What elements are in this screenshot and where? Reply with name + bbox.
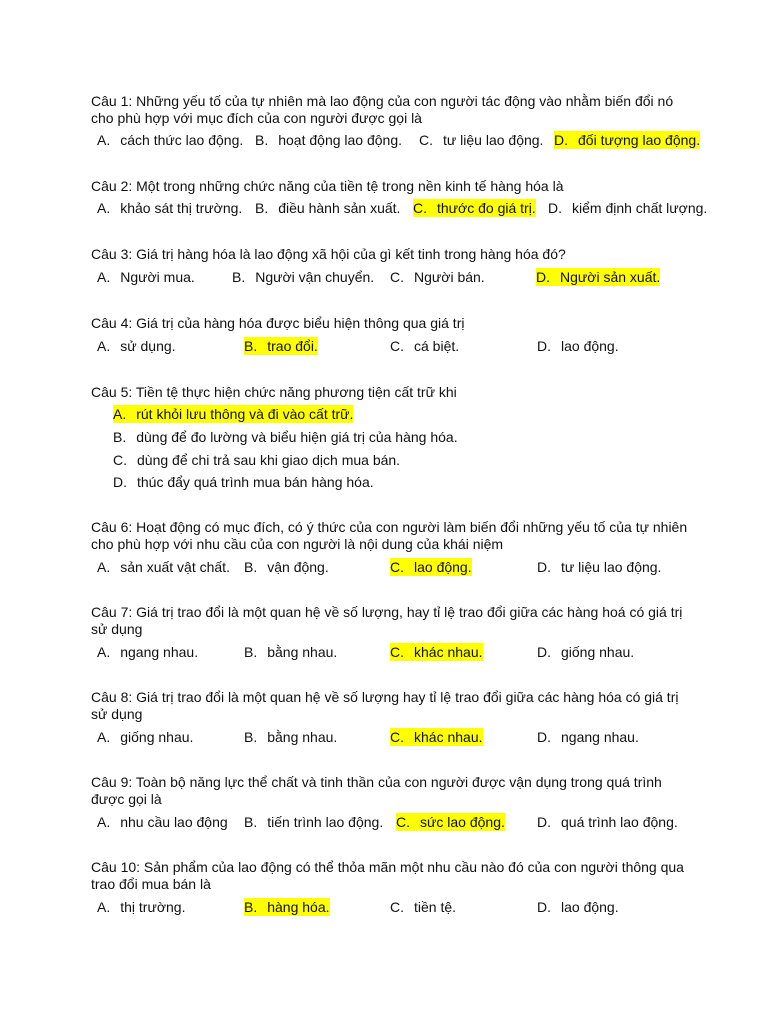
option-9a: A. nhu cầu lao động xyxy=(97,814,228,830)
option-1a: A. cách thức lao động. xyxy=(97,132,244,148)
option-5c: C. dùng để chi trả sau khi giao dịch mua bán. xyxy=(113,452,401,468)
option-5d: D. thúc đẩy quá trình mua bán hàng hóa. xyxy=(113,474,374,490)
option-6a: A. sản xuất vật chất. xyxy=(97,559,230,575)
option-3b: B. Người vận chuyển. xyxy=(232,269,375,285)
option-5b: B. dùng để đo lường và biểu hiện giá trị của hàng hóa. xyxy=(113,429,458,445)
option-9b: B. tiến trình lao động. xyxy=(244,814,384,830)
question-2 xyxy=(91,178,691,195)
option-8d: D. ngang nhau. xyxy=(537,729,639,745)
question-5 xyxy=(91,384,691,401)
question-7 xyxy=(91,604,691,638)
question-text: Câu 5: Tiền tệ thực hiện chức năng phương tiện cất trữ khi xyxy=(91,384,457,400)
option-7c-correct: C. khác nhau. xyxy=(390,644,483,660)
question-9 xyxy=(91,774,691,808)
option-1c: C. tư liệu lao động. xyxy=(419,132,544,148)
option-7d: D. giống nhau. xyxy=(537,644,635,660)
question-text: Câu 4: Giá trị của hàng hóa được biểu hiện thông qua giá trị xyxy=(91,315,465,331)
question-3 xyxy=(91,246,691,263)
question-text: Câu 3: Giá trị hàng hóa là lao động xã hội của gì kết tinh trong hàng hóa đó? xyxy=(91,246,566,262)
option-4b-correct: B. trao đổi. xyxy=(244,338,318,354)
option-2d: D. kiểm định chất lượng. xyxy=(548,200,708,216)
question-text: Câu 2: Một trong những chức năng của tiền tệ trong nền kinh tế hàng hóa là xyxy=(91,178,564,194)
question-1 xyxy=(91,93,691,127)
option-3c: C. Người bán. xyxy=(390,269,485,285)
option-4c: C. cá biệt. xyxy=(390,338,460,354)
question-text: Câu 1: Những yếu tố của tự nhiên mà lao động của con người tác động vào nhằm biến đổi nó cho phù hợp với mục đích của con người được gọi là xyxy=(91,93,674,126)
question-6 xyxy=(91,519,691,553)
option-5a-correct: A. rút khỏi lưu thông và đi vào cất trữ. xyxy=(113,406,354,422)
question-text: Câu 9: Toàn bộ năng lực thể chất và tinh thần của con người được vận dụng trong quá trình được gọi là xyxy=(91,774,662,807)
option-8a: A. giống nhau. xyxy=(97,729,194,745)
question-text: Câu 7: Giá trị trao đổi là một quan hệ về số lượng, hay tỉ lệ trao đổi giữa các hàng hoá có giá trị sử dụng xyxy=(91,604,683,637)
option-9c-correct: C. sức lao động. xyxy=(396,814,505,830)
option-2a: A. khảo sát thị trường. xyxy=(97,200,243,216)
option-10b-correct: B. hàng hóa. xyxy=(244,899,330,915)
option-6d: D. tư liệu lao động. xyxy=(537,559,662,575)
option-2b: B. điều hành sản xuất. xyxy=(255,200,401,216)
option-8c-correct: C. khác nhau. xyxy=(390,729,483,745)
question-8 xyxy=(91,689,691,723)
option-4d: D. lao động. xyxy=(537,338,619,354)
option-10d: D. lao động. xyxy=(537,899,619,915)
option-6c-correct: C. lao động. xyxy=(390,559,472,575)
question-text: Câu 8: Giá trị trao đổi là một quan hệ về số lượng hay tỉ lệ trao đổi giữa các hàng hóa có giá trị sử dụng xyxy=(91,689,679,722)
option-10a: A. thị trường. xyxy=(97,899,186,915)
option-1b: B. hoạt động lao động. xyxy=(255,132,403,148)
option-10c: C. tiền tệ. xyxy=(390,899,457,915)
option-3a: A. Người mua. xyxy=(97,269,195,285)
option-6b: B. vận động. xyxy=(244,559,329,575)
option-7b: B. bằng nhau. xyxy=(244,644,338,660)
option-8b: B. bằng nhau. xyxy=(244,729,338,745)
option-2c-correct: C. thước đo giá trị. xyxy=(413,200,536,216)
option-9d: D. quá trình lao động. xyxy=(537,814,678,830)
question-4 xyxy=(91,315,691,332)
option-1d-correct: D. đối tượng lao động. xyxy=(554,132,701,148)
option-3d-correct: D. Người sản xuất. xyxy=(536,269,661,285)
question-text: Câu 10: Sản phẩm của lao động có thể thỏa mãn một nhu cầu nào đó của con người thông qua trao đổi mua bán là xyxy=(91,859,684,892)
option-7a: A. ngang nhau. xyxy=(97,644,199,660)
option-4a: A. sử dụng. xyxy=(97,338,176,354)
question-10 xyxy=(91,859,691,893)
question-text: Câu 6: Hoạt động có mục đích, có ý thức của con người làm biến đổi những yếu tố của tự nhiên cho phù hợp với nhu cầu của con người là nội dung của khái niệm xyxy=(91,519,688,552)
